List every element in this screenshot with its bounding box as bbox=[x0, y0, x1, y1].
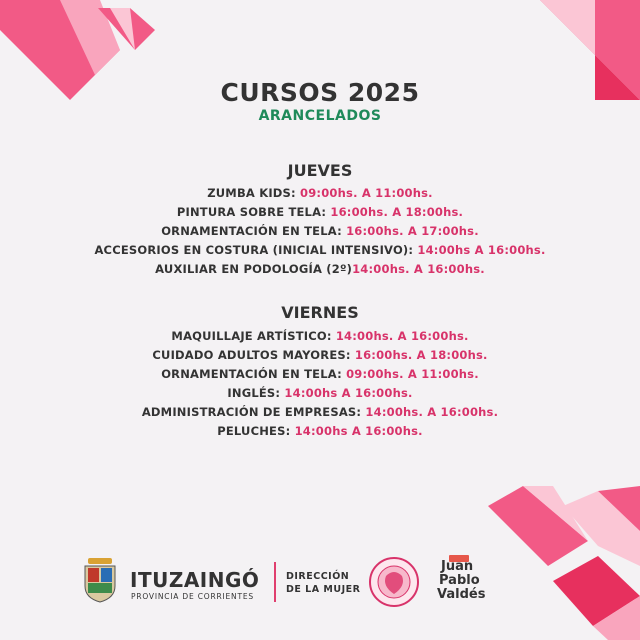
course-item bbox=[0, 327, 640, 346]
direction-line1: DIRECCIÓN bbox=[286, 571, 350, 582]
municipality-name: ITUZAINGÓ bbox=[130, 568, 260, 592]
jpv-line1: Juan bbox=[441, 559, 474, 574]
coat-of-arms-icon bbox=[80, 556, 120, 604]
course-item bbox=[0, 422, 640, 441]
juan-pablo-valdes-logo bbox=[437, 560, 485, 602]
course-time: 14:00hs. A 16:00hs. bbox=[335, 329, 469, 343]
course-item bbox=[0, 384, 640, 403]
jpv-line3: Valdés bbox=[437, 587, 486, 602]
course-time: 14:00hs. A 16:00hs. bbox=[352, 262, 485, 276]
course-time: 14:00hs A 16:00hs. bbox=[294, 424, 423, 438]
course-name: ACCESORIOS EN COSTURA (INICIAL INTENSIVO): bbox=[94, 243, 418, 257]
course-time: 09:00hs. A 11:00hs. bbox=[346, 367, 479, 381]
course-time: 14:00hs A 16:00hs. bbox=[284, 386, 413, 400]
course-name: ADMINISTRACIÓN DE EMPRESAS: bbox=[141, 405, 366, 419]
course-list-viernes bbox=[0, 327, 640, 441]
course-item bbox=[0, 184, 640, 203]
page-title: CURSOS 2025 bbox=[220, 78, 420, 107]
course-item bbox=[0, 241, 640, 260]
course-name: ZUMBA KIDS: bbox=[207, 186, 301, 200]
day-heading-viernes: VIERNES bbox=[281, 303, 359, 322]
course-name: CUIDADO ADULTOS MAYORES: bbox=[152, 348, 355, 362]
separator bbox=[274, 562, 276, 602]
course-time: 16:00hs. A 18:00hs. bbox=[354, 348, 488, 362]
course-time: 09:00hs. A 11:00hs. bbox=[300, 186, 433, 200]
course-item bbox=[0, 222, 640, 241]
province-name: PROVINCIA DE CORRIENTES bbox=[131, 592, 254, 601]
course-item bbox=[0, 203, 640, 222]
course-time: 16:00hs. A 17:00hs. bbox=[346, 224, 479, 238]
course-item bbox=[0, 365, 640, 384]
course-list-jueves bbox=[0, 184, 640, 279]
course-time: 14:00hs A 16:00hs. bbox=[417, 243, 546, 257]
course-name: ORNAMENTACIÓN EN TELA: bbox=[161, 367, 347, 381]
footer-logos bbox=[0, 548, 640, 618]
direccion-mujer-seal-icon bbox=[368, 556, 420, 608]
day-heading-jueves: JUEVES bbox=[287, 161, 353, 180]
jpv-line2: Pablo bbox=[439, 573, 480, 588]
course-name: ORNAMENTACIÓN EN TELA: bbox=[161, 224, 347, 238]
course-name: PELUCHES: bbox=[217, 424, 295, 438]
course-name: INGLÉS: bbox=[227, 386, 285, 400]
course-item bbox=[0, 346, 640, 365]
course-item bbox=[0, 403, 640, 422]
course-name: AUXILIAR EN PODOLOGÍA (2º) bbox=[155, 262, 353, 276]
course-time: 14:00hs. A 16:00hs. bbox=[365, 405, 499, 419]
direction-line2: DE LA MUJER bbox=[286, 584, 361, 595]
page-subtitle: ARANCELADOS bbox=[258, 108, 382, 124]
course-item bbox=[0, 260, 640, 279]
course-name: MAQUILLAJE ARTÍSTICO: bbox=[171, 329, 336, 343]
course-time: 16:00hs. A 18:00hs. bbox=[330, 205, 464, 219]
course-name: PINTURA SOBRE TELA: bbox=[176, 205, 331, 219]
direction-label bbox=[286, 570, 360, 596]
